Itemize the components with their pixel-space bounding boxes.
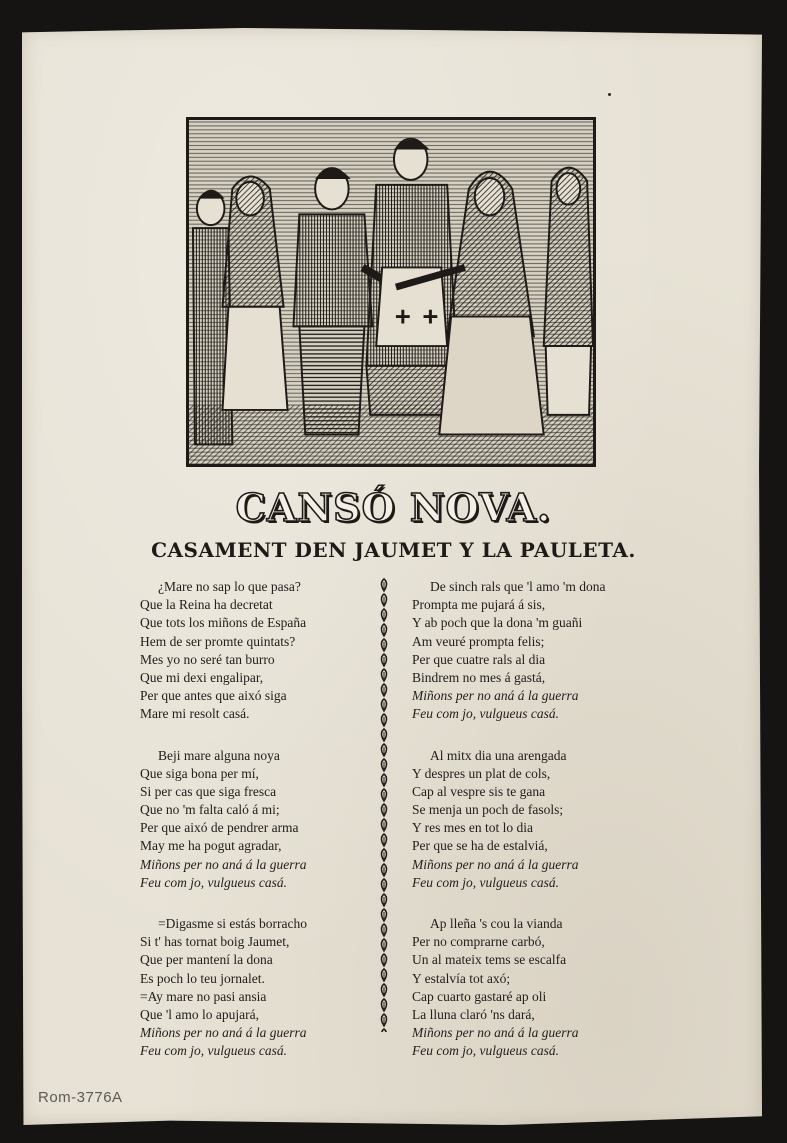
stanza	[412, 915, 642, 1061]
refrain-line: Miñons per no aná á la guerra	[140, 1025, 307, 1041]
divider-ornament	[377, 578, 391, 1032]
verse-line: Prompta me pujará á sis,	[412, 597, 546, 613]
ornamental-column-divider	[377, 578, 391, 1032]
stanza	[412, 578, 642, 724]
verse-line: Es poch lo teu jornalet.	[140, 970, 265, 986]
verse-line: Per no comprarne carbó,	[412, 934, 545, 950]
refrain-line: Miñons per no aná á la guerra	[412, 856, 579, 872]
verse-line: Que la Reina ha decretat	[140, 597, 273, 613]
verse-line: Per que cuatre rals al dia	[412, 651, 546, 667]
verse-line: Que siga bona per mí,	[140, 765, 259, 781]
library-shelfmark: Rom-3776A	[38, 1089, 123, 1106]
stanza	[140, 747, 380, 893]
verse-line: Y despres un plat de cols,	[412, 765, 551, 781]
figure-right-woman	[544, 168, 593, 415]
verse-line: Cap cuarto gastaré ap oli	[412, 988, 547, 1004]
verse-line: Mare mi resolt casá.	[140, 706, 250, 722]
verse-line: Bindrem no mes á gastá,	[412, 669, 546, 685]
wedding-woodcut-illustration	[186, 117, 596, 467]
ink-speck	[608, 93, 611, 96]
verse-line: Per que antes que aixó siga	[140, 688, 287, 704]
verse-line: La lluna claró 'ns dará,	[412, 1006, 535, 1022]
verse-line: Cap al vespre sis te gana	[412, 783, 546, 799]
refrain-line: Miñons per no aná á la guerra	[412, 688, 579, 704]
page-title: CANSÓ NOVA.	[235, 485, 552, 530]
stanza	[140, 578, 380, 724]
verse-line: Que mi dexi engalipar,	[140, 669, 264, 685]
verse-line: Y ab poch que la dona 'm guañi	[412, 615, 583, 631]
refrain-line: Feu com jo, vulgueus casá.	[140, 874, 287, 890]
refrain-line: Miñons per no aná á la guerra	[140, 856, 307, 872]
woodcut-scene	[189, 120, 593, 464]
verse-line: Un al mateix tems se escalfa	[412, 952, 567, 968]
verse-line: De sinch rals que 'l amo 'm dona	[430, 579, 606, 594]
stanza	[140, 915, 380, 1061]
verse-line: =Ay mare no pasi ansia	[140, 988, 267, 1004]
verse-column-left	[140, 578, 380, 1084]
verse-line: Y res mes en tot lo dia	[412, 820, 533, 836]
verse-line: Que no 'm falta caló á mi;	[140, 802, 280, 818]
stanza	[412, 747, 642, 893]
verse-column-right	[412, 578, 642, 1084]
verse-line: Am veuré prompta felis;	[412, 633, 545, 649]
verse-line: Y estalvía tot axó;	[412, 970, 511, 986]
verse-line: ¿Mare no sap lo que pasa?	[158, 579, 301, 594]
verse-line: =Digasme si estás borracho	[158, 916, 307, 931]
verse-line: Que tots los miñons de España	[140, 615, 307, 631]
verse-line: Ap lleña 's cou la vianda	[430, 916, 563, 931]
verse-line: Si per cas que siga fresca	[140, 783, 277, 799]
verse-line: Per que aixó de pendrer arma	[140, 820, 299, 836]
verse-line: Beji mare alguna noya	[158, 747, 280, 763]
verse-line: Hem de ser promte quintats?	[140, 633, 296, 649]
refrain-line: Feu com jo, vulgueus casá.	[412, 1043, 559, 1059]
refrain-line: Feu com jo, vulgueus casá.	[412, 706, 559, 722]
page-subtitle: CASAMENT DEN JAUMET Y LA PAULETA.	[151, 538, 636, 562]
verse-line: Se menja un poch de fasols;	[412, 802, 564, 818]
refrain-line: Miñons per no aná á la guerra	[412, 1025, 579, 1041]
verse-line: Que 'l amo lo apujará,	[140, 1006, 260, 1022]
verse-line: Si t' has tornat boig Jaumet,	[140, 934, 290, 950]
verse-line: Per que se ha de estalviá,	[412, 838, 548, 854]
verse-line: Mes yo no seré tan burro	[140, 651, 275, 667]
refrain-line: Feu com jo, vulgueus casá.	[412, 874, 559, 890]
verse-line: May me ha pogut agradar,	[140, 838, 282, 854]
verse-line: Al mitx dia una arengada	[430, 747, 567, 763]
verse-line: Que per mantení la dona	[140, 952, 273, 968]
refrain-line: Feu com jo, vulgueus casá.	[140, 1043, 287, 1059]
